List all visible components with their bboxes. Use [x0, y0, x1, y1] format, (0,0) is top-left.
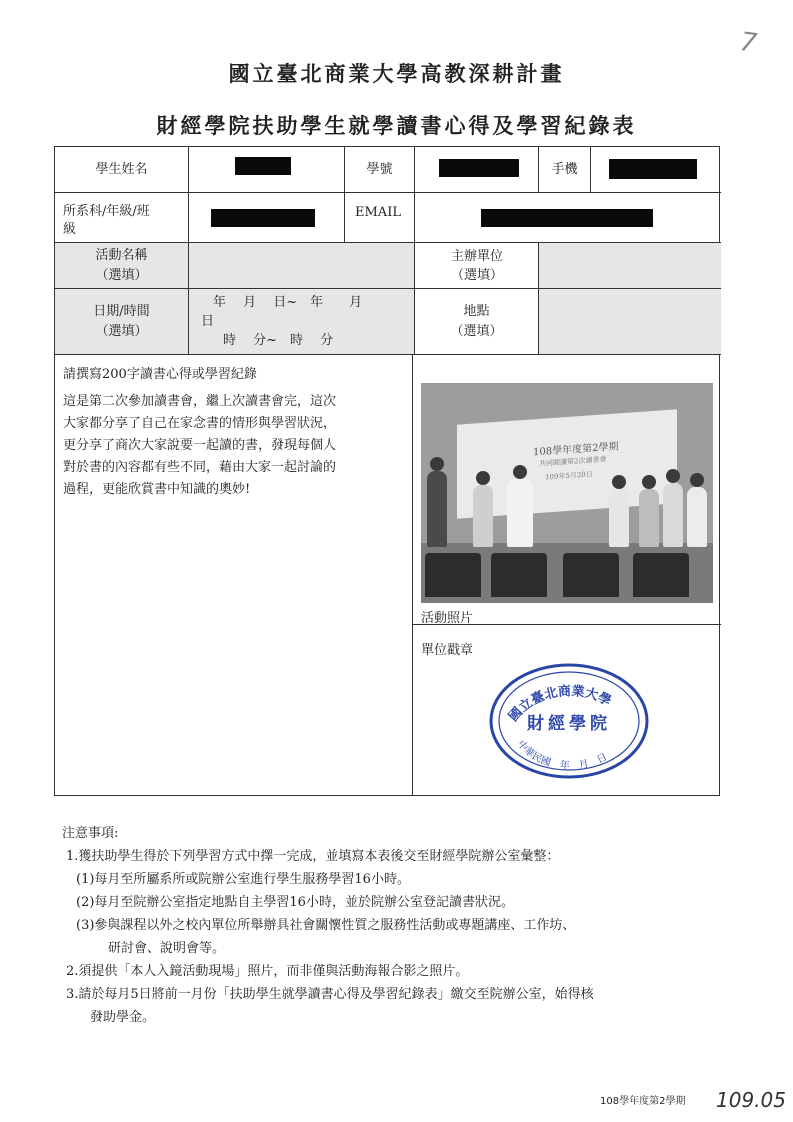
desk — [633, 553, 689, 597]
redacted-dept — [211, 209, 315, 227]
writing-line: 更分享了商次大家說要一起讀的書，發現每個人 — [63, 438, 337, 453]
activity-name-label: 活動名稱 — [95, 248, 148, 263]
footer-term: 108學年度第2學期 — [600, 1096, 686, 1107]
desk — [425, 553, 481, 597]
screen-subtitle: 共同閱讀第2次讀書會 — [539, 455, 607, 468]
notes-item-1: 1.獲扶助學生得於下列學習方式中擇一完成，並填寫本表後交至財經學院辦公室彙整： — [66, 849, 560, 864]
screen-title: 108學年度第2學期 — [533, 441, 619, 459]
organizer-label: 主辦單位 — [450, 248, 503, 264]
writing-prompt: 請撰寫200字讀書心得或學習紀錄 — [63, 367, 257, 382]
student-id-field[interactable] — [415, 147, 539, 193]
stamp-bottom-text: 中華民國 年 月 日 — [514, 738, 610, 772]
location-field[interactable] — [539, 289, 721, 355]
person-figure — [687, 487, 707, 547]
photo-caption: 活動照片 — [421, 611, 474, 626]
organizer-optional: （選填） — [450, 268, 503, 283]
activity-name-label-cell — [55, 243, 189, 289]
college-seal-stamp — [487, 659, 651, 779]
student-name-label-cell — [55, 147, 189, 193]
datetime-label: 日期/時間 — [93, 304, 150, 319]
student-id-label: 學號 — [366, 161, 393, 177]
dept-label-cell — [55, 193, 189, 243]
form-title: 財經學院扶助學生就學讀書心得及學習紀錄表 — [156, 113, 637, 138]
person-figure — [639, 489, 659, 547]
location-optional: （選填） — [450, 323, 503, 339]
person-figure — [473, 485, 493, 547]
person-figure — [663, 483, 683, 547]
activity-name-field[interactable] — [189, 243, 415, 289]
writing-text — [63, 391, 403, 501]
writing-area[interactable] — [55, 355, 413, 795]
datetime-value-line1: 年 月 日~ 年 月 — [213, 295, 363, 310]
phone-label-cell — [539, 147, 591, 193]
record-form-table — [54, 146, 720, 796]
writing-line: 大家都分享了自己在家念書的情形與學習狀況， — [63, 416, 337, 431]
page-title: 國立臺北商業大學高教深耕計畫 — [228, 61, 565, 86]
datetime-value-line2: 日 — [201, 314, 215, 329]
handwritten-page-number: 7 — [737, 26, 759, 60]
student-name-label: 學生姓名 — [95, 161, 148, 177]
location-label-cell — [415, 289, 539, 355]
notes-heading: 注意事項: — [62, 826, 119, 841]
student-name-field[interactable] — [189, 147, 345, 193]
handwritten-date-note: 109.05 — [716, 1088, 786, 1112]
screen-date: 109年5月20日 — [545, 470, 593, 482]
notes-item-1-sub-3: (3)參與課程以外之校內單位所舉辦具社會關懷性質之服務性活動或專題講座、工作坊、 — [76, 918, 576, 933]
stamp-center-text: 財經學院 — [527, 714, 611, 734]
datetime-optional: （選填） — [95, 323, 148, 339]
phone-label: 手機 — [551, 161, 578, 177]
person-figure — [609, 489, 629, 547]
redacted-email — [481, 209, 653, 227]
dept-label-line2: 級 — [63, 222, 77, 237]
datetime-label-cell — [55, 289, 189, 355]
email-label-cell — [345, 193, 415, 243]
notes-item-2: 2.須提供「本人入鏡活動現場」照片，而非僅與活動海報合影之照片。 — [66, 964, 469, 979]
person-figure — [427, 471, 447, 547]
desk — [491, 553, 547, 597]
notes-item-3-cont: 發助學金。 — [90, 1010, 156, 1025]
datetime-value-line3: 時 分~ 時 分 — [223, 333, 334, 348]
writing-line: 過程，更能欣賞書中知識的奧妙! — [63, 482, 251, 497]
location-label: 地點 — [463, 304, 490, 319]
email-label: EMAIL — [355, 205, 401, 220]
desk — [563, 553, 619, 597]
stamp-label: 單位戳章 — [421, 643, 474, 658]
dept-label-line1: 所系科/年級/班 — [63, 204, 150, 219]
organizer-label-cell — [415, 243, 539, 289]
redacted-student-name — [235, 157, 291, 175]
redacted-student-id — [439, 159, 519, 177]
notes-item-1-sub-3-cont: 研討會、說明會等。 — [108, 941, 226, 956]
notes-item-3: 3.請於每月5日將前一月份「扶助學生就學讀書心得及學習紀錄表」繳交至院辦公室，始得核 — [66, 987, 594, 1002]
writing-line: 對於書的內容都有些不同，藉由大家一起討論的 — [63, 460, 337, 475]
organizer-field[interactable] — [539, 243, 721, 289]
email-field[interactable] — [415, 193, 721, 243]
phone-field[interactable] — [591, 147, 721, 193]
notes-item-1-sub-2: (2)每月至院辦公室指定地點自主學習16小時，並於院辦公室登記讀書狀況。 — [76, 895, 514, 910]
activity-name-optional: （選填） — [95, 267, 148, 283]
person-figure — [507, 479, 533, 547]
dept-field[interactable] — [189, 193, 345, 243]
notes-item-1-sub-1: (1)每月至所屬系所或院辦公室進行學生服務學習16小時。 — [76, 872, 410, 887]
activity-photo — [421, 383, 713, 603]
writing-line: 這是第二次參加讀書會，繼上次讀書會完，這次 — [63, 394, 337, 409]
redacted-phone — [609, 159, 697, 179]
datetime-field[interactable] — [189, 289, 415, 355]
stamp-top-text: 國立臺北商業大學 — [506, 684, 614, 725]
notes-section — [62, 822, 732, 1029]
student-id-label-cell — [345, 147, 415, 193]
